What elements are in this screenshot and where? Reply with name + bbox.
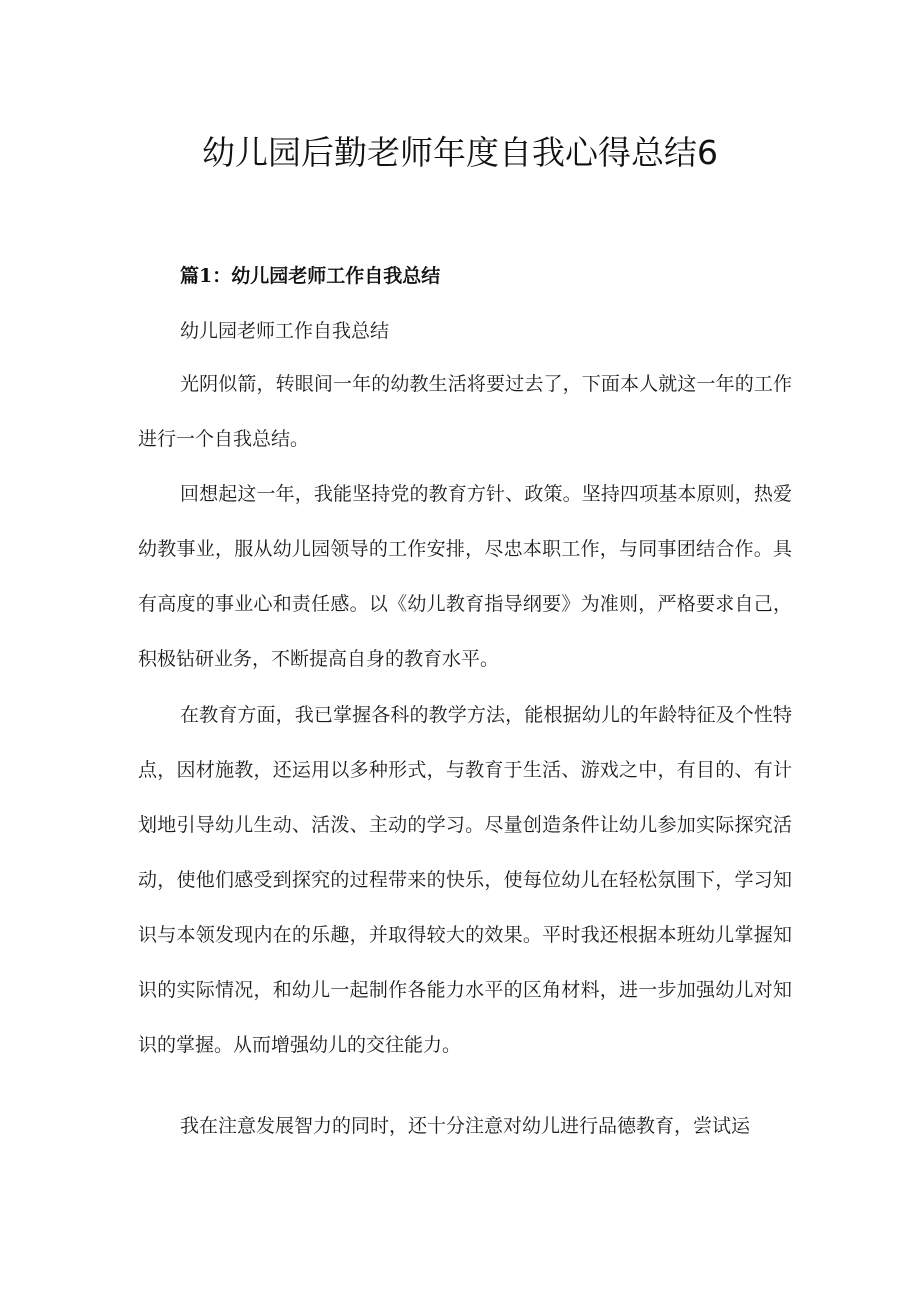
paragraph-intro: 光阴似箭，转眼间一年的幼教生活将要过去了，下面本人就这一年的工作进行一个自我总结。 bbox=[138, 373, 792, 450]
paragraph-review: 回想起这一年，我能坚持党的教育方针、政策。坚持四项基本原则，热爱幼教事业，服从幼儿园领导的工作安排，尽忠本职工作，与同事团结合作。具有高度的事业心和责任感。以《幼儿教育指导纲要》为准则，严格要求自己，积极钻研业务，不断提高自身的教育水平。 bbox=[138, 483, 792, 670]
paragraph-teaching: 在教育方面，我已掌握各科的教学方法，能根据幼儿的年龄特征及个性特点，因材施教，还运用以多种形式，与教育于生活、游戏之中，有目的、有计划地引导幼儿生动、活泼、主动的学习。尽量创造条件让幼儿参加实际探究活动，使他们感受到探究的过程带来的快乐，使每位幼儿在轻松氛围下，学习知识与本领发现内在的乐趣，并取得较大的效果。平时我还根据本班幼儿掌握知识的实际情况，和幼儿一起制作各能力水平的区角材料，进一步加强幼儿对知识的掌握。从而增强幼儿的交往能力。 bbox=[138, 704, 792, 1056]
paragraph-moral-education: 我在注意发展智力的同时，还十分注意对幼儿进行品德教育，尝试运 bbox=[180, 1115, 751, 1137]
section-heading: 篇1：幼儿园老师工作自我总结 bbox=[180, 265, 441, 287]
document-title: 幼儿园后勤老师年度自我心得总结6 bbox=[202, 133, 718, 172]
sub-title: 幼儿园老师工作自我总结 bbox=[180, 320, 390, 342]
